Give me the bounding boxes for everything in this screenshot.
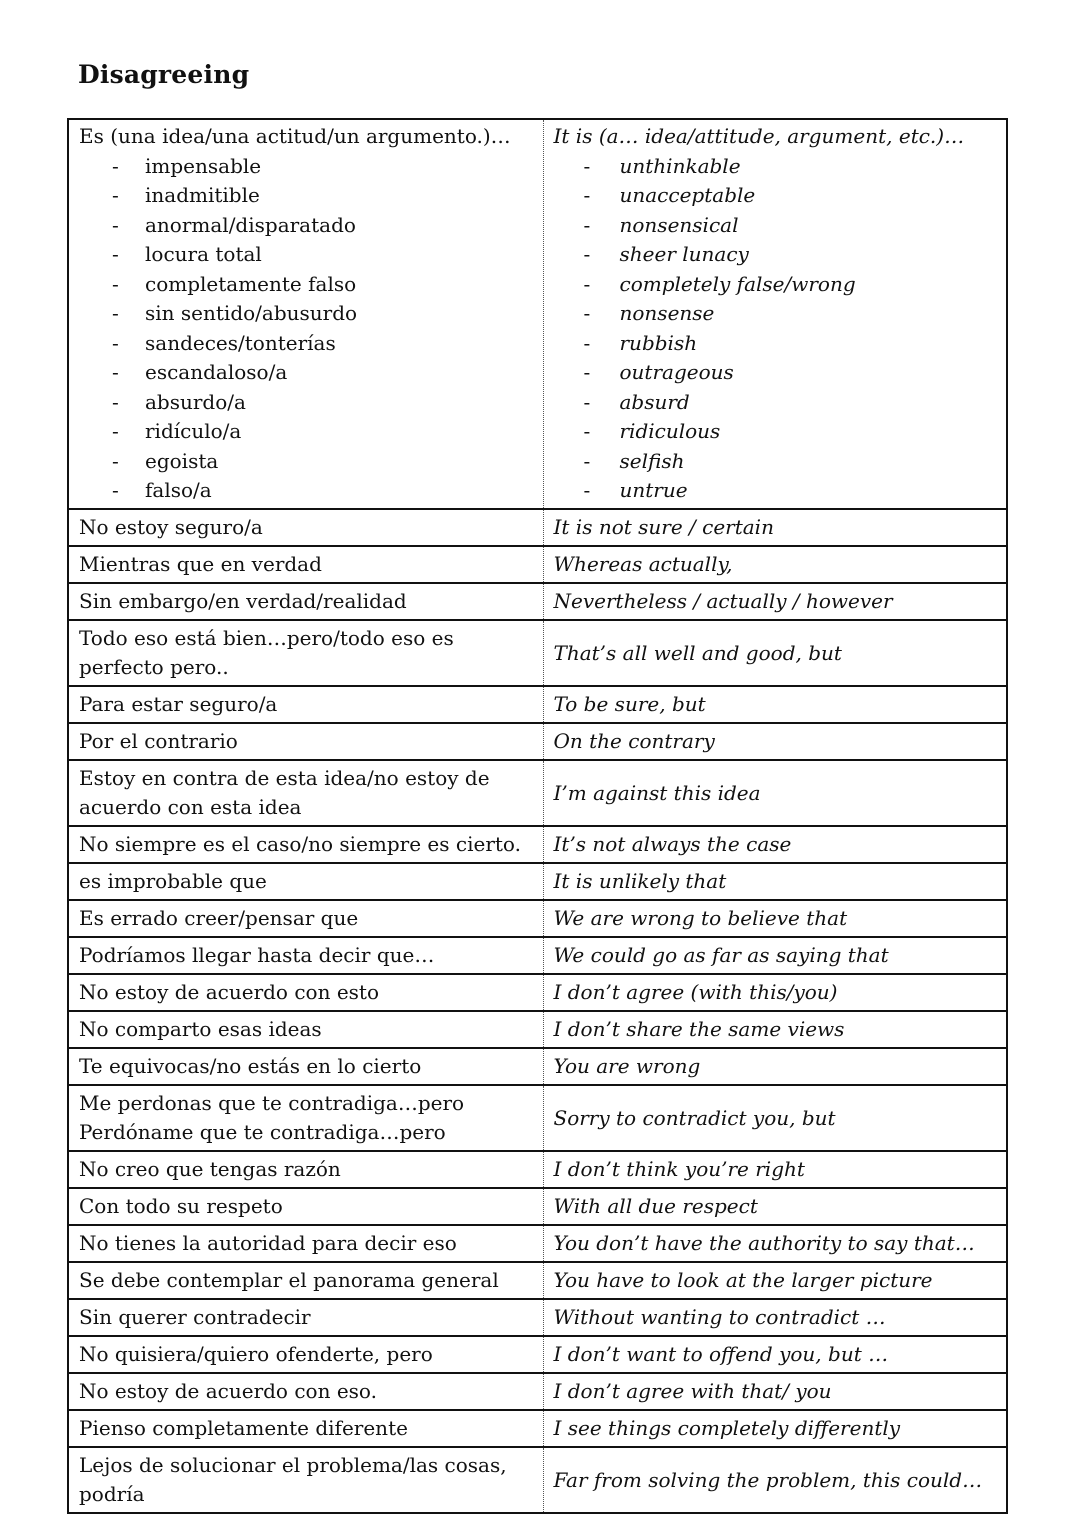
spanish-phrase: Sin querer contradecir [68,1299,543,1336]
page-title: Disagreeing [78,60,250,89]
english-phrase: You don’t have the authority to say that… [543,1225,1007,1262]
english-phrase: Whereas actually, [543,546,1007,583]
english-list-item: - outrageous [554,358,997,388]
spanish-phrase: Para estar seguro/a [68,686,543,723]
table-row [68,119,1007,509]
spanish-list-item: - sandeces/tonterías [79,329,533,359]
english-phrase: You have to look at the larger picture [543,1262,1007,1299]
spanish-phrase: No estoy seguro/a [68,509,543,546]
spanish-phrase: Me perdonas que te contradiga…pero Perdóname que te contradiga…pero [68,1085,543,1151]
spanish-phrase: No siempre es el caso/no siempre es cierto. [68,826,543,863]
english-list-item: - untrue [554,476,997,506]
english-phrase: I don’t think you’re right [543,1151,1007,1188]
spanish-phrase: Estoy en contra de esta idea/no estoy de acuerdo con esta idea [68,760,543,826]
english-phrase: I don’t agree (with this/you) [543,974,1007,1011]
table-row [68,1085,1007,1151]
spanish-phrase: Todo eso está bien…pero/todo eso es perfecto pero.. [68,620,543,686]
spanish-phrase: No tienes la autoridad para decir eso [68,1225,543,1262]
english-intro: It is (a… idea/attitude, argument, etc.)… [553,124,965,148]
spanish-list-item: - absurdo/a [79,388,533,418]
spanish-phrase: Te equivocas/no estás en lo cierto [68,1048,543,1085]
spanish-list-item: - inadmitible [79,181,533,211]
phrase-table [67,118,1008,1514]
table-row [68,583,1007,620]
spanish-phrase: No creo que tengas razón [68,1151,543,1188]
spanish-list-item: - escandaloso/a [79,358,533,388]
spanish-phrase: Por el contrario [68,723,543,760]
english-phrase: We are wrong to believe that [543,900,1007,937]
spanish-phrase: Pienso completamente diferente [68,1410,543,1447]
table-row [68,760,1007,826]
english-list-item: - absurd [554,388,997,418]
spanish-phrase: Mientras que en verdad [68,546,543,583]
english-list-item: - selfish [554,447,997,477]
spanish-list-item: - completamente falso [79,270,533,300]
spanish-phrase: Con todo su respeto [68,1188,543,1225]
table-row [68,1299,1007,1336]
spanish-list-item: - falso/a [79,476,533,506]
english-phrase: You are wrong [543,1048,1007,1085]
english-phrase: It is unlikely that [543,863,1007,900]
spanish-list-item: - anormal/disparatado [79,211,533,241]
english-list-item: - nonsensical [554,211,997,241]
table-row [68,1048,1007,1085]
spanish-phrase: No estoy de acuerdo con eso. [68,1373,543,1410]
english-phrase: I’m against this idea [543,760,1007,826]
english-phrase: Sorry to contradict you, but [543,1085,1007,1151]
spanish-phrase: No quisiera/quiero ofenderte, pero [68,1336,543,1373]
english-list-item: - unthinkable [554,152,997,182]
spanish-cell [68,119,543,509]
english-phrase: On the contrary [543,723,1007,760]
table-row [68,937,1007,974]
spanish-phrase: No comparto esas ideas [68,1011,543,1048]
table-row [68,863,1007,900]
spanish-intro: Es (una idea/una actitud/un argumento.)… [79,124,511,148]
table-row [68,1336,1007,1373]
english-phrase: I don’t share the same views [543,1011,1007,1048]
table-row [68,1011,1007,1048]
table-row [68,723,1007,760]
table-row [68,1410,1007,1447]
english-phrase: Nevertheless / actually / however [543,583,1007,620]
english-phrase: Without wanting to contradict … [543,1299,1007,1336]
spanish-phrase: Lejos de solucionar el problema/las cosas, podría [68,1447,543,1513]
table-row [68,546,1007,583]
table-row [68,1262,1007,1299]
spanish-phrase: es improbable que [68,863,543,900]
english-list-item: - completely false/wrong [554,270,997,300]
spanish-list-item: - egoista [79,447,533,477]
spanish-list-item: - ridículo/a [79,417,533,447]
english-phrase: With all due respect [543,1188,1007,1225]
english-list-item: - ridiculous [554,417,997,447]
table-row [68,900,1007,937]
english-list-item: - unacceptable [554,181,997,211]
english-cell [543,119,1007,509]
spanish-list [79,152,533,506]
english-phrase: I don’t want to offend you, but … [543,1336,1007,1373]
english-phrase: I don’t agree with that/ you [543,1373,1007,1410]
table-row [68,620,1007,686]
english-list [554,152,997,506]
table-row [68,826,1007,863]
english-list-item: - sheer lunacy [554,240,997,270]
table-row [68,1151,1007,1188]
english-phrase: We could go as far as saying that [543,937,1007,974]
english-phrase: That’s all well and good, but [543,620,1007,686]
spanish-phrase: Sin embargo/en verdad/realidad [68,583,543,620]
spanish-phrase: No estoy de acuerdo con esto [68,974,543,1011]
english-list-item: - nonsense [554,299,997,329]
english-list-item: - rubbish [554,329,997,359]
spanish-phrase: Se debe contemplar el panorama general [68,1262,543,1299]
spanish-list-item: - impensable [79,152,533,182]
english-phrase: I see things completely differently [543,1410,1007,1447]
spanish-list-item: - sin sentido/abusurdo [79,299,533,329]
table-row [68,509,1007,546]
spanish-list-item: - locura total [79,240,533,270]
table-row [68,1447,1007,1513]
english-phrase: It’s not always the case [543,826,1007,863]
spanish-phrase: Es errado creer/pensar que [68,900,543,937]
table-row [68,1225,1007,1262]
table-row [68,686,1007,723]
table-row [68,974,1007,1011]
english-phrase: Far from solving the problem, this could… [543,1447,1007,1513]
table-row [68,1373,1007,1410]
english-phrase: To be sure, but [543,686,1007,723]
table-row [68,1188,1007,1225]
spanish-phrase: Podríamos llegar hasta decir que… [68,937,543,974]
english-phrase: It is not sure / certain [543,509,1007,546]
